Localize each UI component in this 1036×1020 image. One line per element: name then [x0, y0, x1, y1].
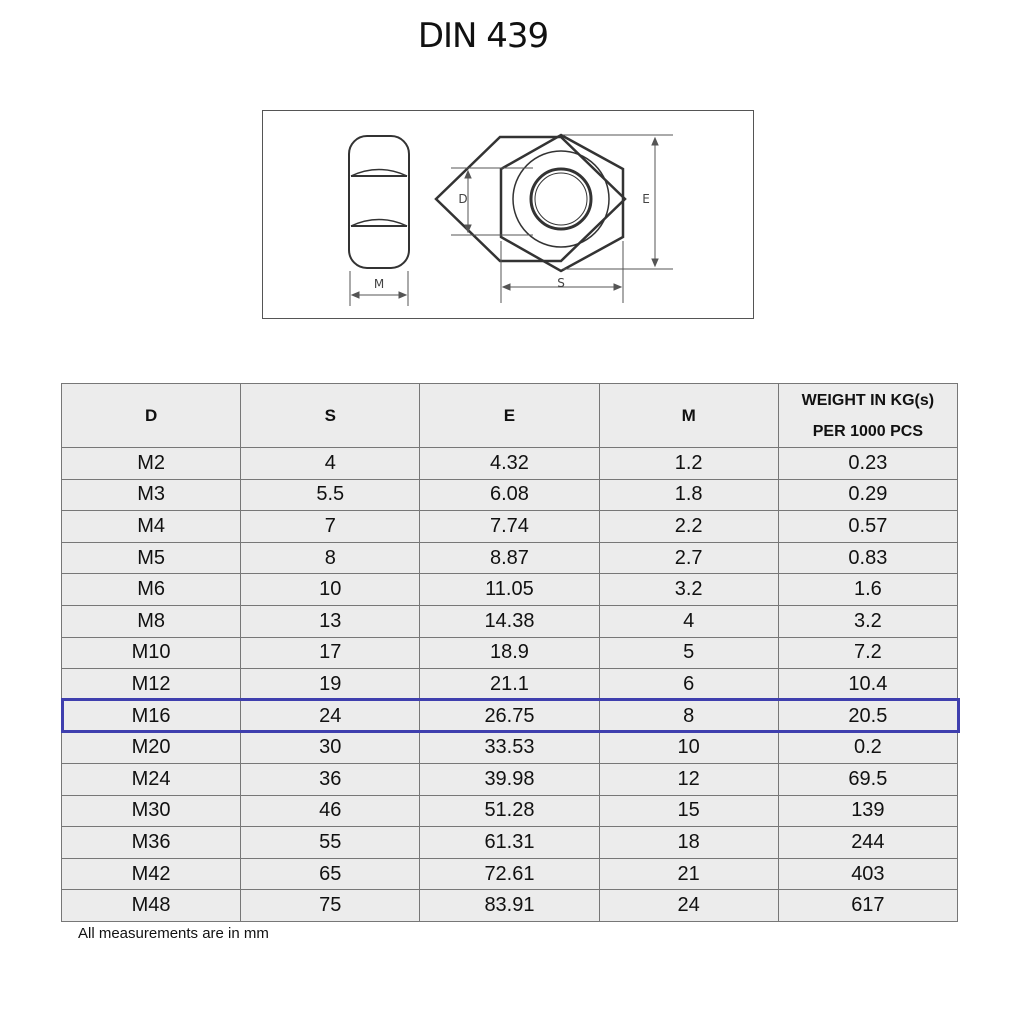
- cell-d: M42: [62, 858, 241, 890]
- table-row: [62, 605, 958, 637]
- table-row: [62, 479, 958, 511]
- table-row: [62, 637, 958, 669]
- column-header-d: D: [62, 384, 241, 448]
- table-header-row: [62, 384, 958, 448]
- cell-d: M24: [62, 763, 241, 795]
- cell-s: 55: [241, 827, 420, 859]
- cell-d: M16: [62, 700, 241, 732]
- table-row: [62, 448, 958, 480]
- cell-e: 83.91: [420, 890, 599, 922]
- weight-header-line1: WEIGHT IN KG(s): [801, 391, 935, 409]
- table-row: [62, 542, 958, 574]
- table-row: [62, 890, 958, 922]
- cell-weight: 0.83: [778, 542, 957, 574]
- table-row: [62, 511, 958, 543]
- cell-d: M30: [62, 795, 241, 827]
- cell-m: 2.7: [599, 542, 778, 574]
- cell-d: M10: [62, 637, 241, 669]
- cell-e: 72.61: [420, 858, 599, 890]
- cell-d: M8: [62, 605, 241, 637]
- cell-s: 65: [241, 858, 420, 890]
- cell-s: 75: [241, 890, 420, 922]
- cell-s: 13: [241, 605, 420, 637]
- cell-s: 24: [241, 700, 420, 732]
- cell-m: 6: [599, 669, 778, 701]
- cell-s: 36: [241, 763, 420, 795]
- hex-nut-diagram: [263, 111, 755, 320]
- cell-weight: 617: [778, 890, 957, 922]
- cell-s: 17: [241, 637, 420, 669]
- footnote: All measurements are in mm: [78, 925, 269, 942]
- cell-e: 21.1: [420, 669, 599, 701]
- table-row: [62, 732, 958, 764]
- column-header-e: E: [420, 384, 599, 448]
- cell-d: M2: [62, 448, 241, 480]
- table-row: [62, 700, 958, 732]
- cell-e: 39.98: [420, 763, 599, 795]
- table-row: [62, 574, 958, 606]
- cell-e: 26.75: [420, 700, 599, 732]
- cell-e: 7.74: [420, 511, 599, 543]
- cell-weight: 10.4: [778, 669, 957, 701]
- cell-s: 19: [241, 669, 420, 701]
- cell-s: 5.5: [241, 479, 420, 511]
- cell-weight: 403: [778, 858, 957, 890]
- cell-m: 15: [599, 795, 778, 827]
- cell-s: 4: [241, 448, 420, 480]
- cell-d: M5: [62, 542, 241, 574]
- hex-nut-drawing: [262, 110, 754, 319]
- cell-m: 12: [599, 763, 778, 795]
- cell-d: M36: [62, 827, 241, 859]
- cell-m: 8: [599, 700, 778, 732]
- cell-weight: 0.57: [778, 511, 957, 543]
- cell-weight: 20.5: [778, 700, 957, 732]
- weight-header-line2: PER 1000 PCS: [812, 422, 924, 440]
- cell-d: M4: [62, 511, 241, 543]
- cell-d: M6: [62, 574, 241, 606]
- cell-weight: 0.2: [778, 732, 957, 764]
- cell-m: 21: [599, 858, 778, 890]
- cell-e: 51.28: [420, 795, 599, 827]
- m-dimension-label: M: [373, 277, 385, 291]
- cell-e: 11.05: [420, 574, 599, 606]
- e-dimension-label: E: [642, 192, 650, 206]
- cell-e: 18.9: [420, 637, 599, 669]
- table-row: [62, 795, 958, 827]
- cell-d: M48: [62, 890, 241, 922]
- cell-m: 3.2: [599, 574, 778, 606]
- d-dimension-label: D: [458, 192, 468, 206]
- cell-weight: 0.29: [778, 479, 957, 511]
- cell-m: 1.2: [599, 448, 778, 480]
- cell-weight: 7.2: [778, 637, 957, 669]
- cell-weight: 1.6: [778, 574, 957, 606]
- column-header-s: S: [241, 384, 420, 448]
- cell-weight: 244: [778, 827, 957, 859]
- table-row: [62, 669, 958, 701]
- table-row: [62, 763, 958, 795]
- cell-s: 30: [241, 732, 420, 764]
- cell-e: 14.38: [420, 605, 599, 637]
- page-title: DIN 439: [417, 16, 549, 56]
- column-header-m: M: [599, 384, 778, 448]
- cell-s: 10: [241, 574, 420, 606]
- cell-m: 18: [599, 827, 778, 859]
- cell-d: M12: [62, 669, 241, 701]
- dimension-table: [61, 383, 958, 922]
- cell-m: 24: [599, 890, 778, 922]
- cell-d: M3: [62, 479, 241, 511]
- cell-weight: 3.2: [778, 605, 957, 637]
- cell-e: 6.08: [420, 479, 599, 511]
- s-dimension-label: S: [557, 276, 565, 290]
- cell-m: 1.8: [599, 479, 778, 511]
- cell-m: 10: [599, 732, 778, 764]
- cell-weight: 0.23: [778, 448, 957, 480]
- cell-m: 5: [599, 637, 778, 669]
- cell-e: 8.87: [420, 542, 599, 574]
- cell-m: 4: [599, 605, 778, 637]
- table-row: [62, 858, 958, 890]
- cell-m: 2.2: [599, 511, 778, 543]
- cell-s: 8: [241, 542, 420, 574]
- cell-weight: 139: [778, 795, 957, 827]
- cell-weight: 69.5: [778, 763, 957, 795]
- cell-d: M20: [62, 732, 241, 764]
- cell-e: 4.32: [420, 448, 599, 480]
- cell-e: 33.53: [420, 732, 599, 764]
- column-header-weight: [778, 384, 957, 448]
- cell-s: 46: [241, 795, 420, 827]
- cell-e: 61.31: [420, 827, 599, 859]
- cell-s: 7: [241, 511, 420, 543]
- table-row: [62, 827, 958, 859]
- table-body: [62, 448, 958, 922]
